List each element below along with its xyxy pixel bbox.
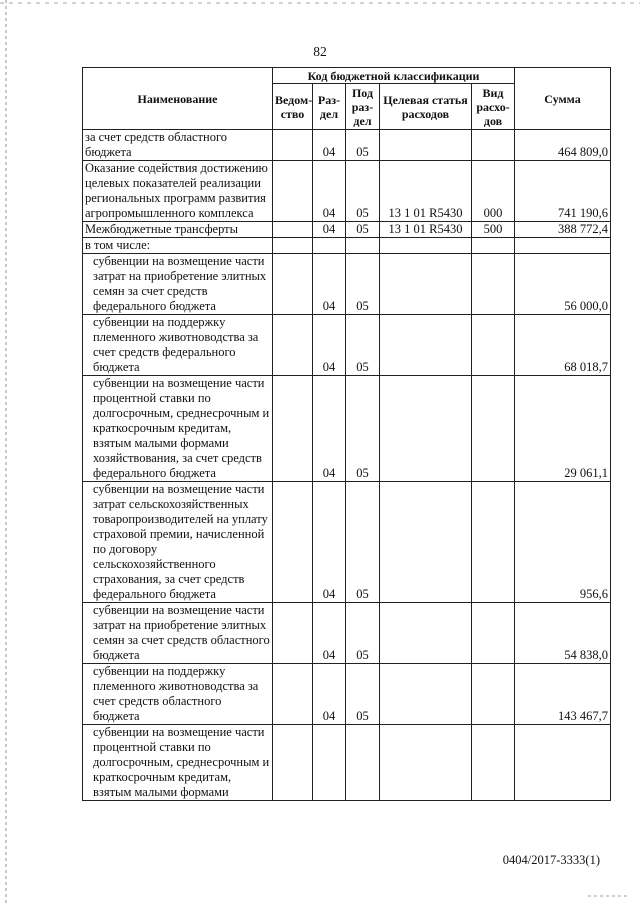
cell-sum bbox=[515, 238, 611, 254]
cell-vedomstvo bbox=[273, 664, 313, 725]
cell-vedomstvo bbox=[273, 315, 313, 376]
column-header-razdel: Раз-дел bbox=[313, 84, 346, 130]
cell-name: субвенции на возмещение части процентной ставки по долгосрочным, среднесрочным и краткосрочным кредитам, взятым малыми формами bbox=[83, 725, 273, 801]
cell-name: Оказание содействия достижению целевых показателей реализации региональных программ развития агропромышленного комплекса bbox=[83, 161, 273, 222]
cell-vedomstvo bbox=[273, 161, 313, 222]
cell-vedomstvo bbox=[273, 603, 313, 664]
cell-target bbox=[380, 130, 472, 161]
column-header-sum: Сумма bbox=[515, 68, 611, 130]
cell-razdel: 04 bbox=[313, 315, 346, 376]
cell-sum: 388 772,4 bbox=[515, 222, 611, 238]
cell-vid bbox=[472, 238, 515, 254]
cell-razdel bbox=[313, 725, 346, 801]
cell-vid: 500 bbox=[472, 222, 515, 238]
cell-vedomstvo bbox=[273, 130, 313, 161]
header-row-group bbox=[83, 68, 611, 84]
scan-edge-top bbox=[0, 2, 640, 4]
cell-razdel: 04 bbox=[313, 222, 346, 238]
cell-target bbox=[380, 315, 472, 376]
table-row bbox=[83, 315, 611, 376]
cell-podrazdel: 05 bbox=[346, 376, 380, 482]
cell-sum: 464 809,0 bbox=[515, 130, 611, 161]
cell-target: 13 1 01 R5430 bbox=[380, 222, 472, 238]
cell-podrazdel: 05 bbox=[346, 603, 380, 664]
column-header-vid: Вид расхо-дов bbox=[472, 84, 515, 130]
table-row bbox=[83, 725, 611, 801]
cell-vedomstvo bbox=[273, 376, 313, 482]
cell-razdel: 04 bbox=[313, 254, 346, 315]
table-row bbox=[83, 482, 611, 603]
cell-razdel: 04 bbox=[313, 161, 346, 222]
cell-name: субвенции на поддержку племенного животноводства за счет средств областного бюджета bbox=[83, 664, 273, 725]
cell-vid bbox=[472, 603, 515, 664]
cell-vedomstvo bbox=[273, 254, 313, 315]
document-code: 0404/2017-3333(1) bbox=[502, 853, 600, 867]
cell-razdel: 04 bbox=[313, 376, 346, 482]
cell-vid bbox=[472, 725, 515, 801]
cell-sum: 143 467,7 bbox=[515, 664, 611, 725]
table-row bbox=[83, 222, 611, 238]
cell-target bbox=[380, 254, 472, 315]
cell-podrazdel: 05 bbox=[346, 315, 380, 376]
scan-edge-left bbox=[5, 0, 7, 905]
cell-vedomstvo bbox=[273, 725, 313, 801]
cell-sum: 56 000,0 bbox=[515, 254, 611, 315]
page-number: 82 bbox=[313, 44, 327, 59]
column-header-name: Наименование bbox=[83, 68, 273, 130]
column-header-classification: Код бюджетной классификации bbox=[273, 68, 515, 84]
cell-vid bbox=[472, 376, 515, 482]
table-row bbox=[83, 254, 611, 315]
cell-target bbox=[380, 376, 472, 482]
cell-vid: 000 bbox=[472, 161, 515, 222]
cell-sum: 741 190,6 bbox=[515, 161, 611, 222]
cell-podrazdel: 05 bbox=[346, 482, 380, 603]
table-row bbox=[83, 161, 611, 222]
cell-sum: 29 061,1 bbox=[515, 376, 611, 482]
table-row bbox=[83, 238, 611, 254]
table-row bbox=[83, 376, 611, 482]
cell-vedomstvo bbox=[273, 222, 313, 238]
cell-sum: 956,6 bbox=[515, 482, 611, 603]
cell-sum bbox=[515, 725, 611, 801]
cell-name: субвенции на поддержку племенного животноводства за счет средств федерального бюджета bbox=[83, 315, 273, 376]
cell-sum: 54 838,0 bbox=[515, 603, 611, 664]
cell-podrazdel: 05 bbox=[346, 161, 380, 222]
cell-vid bbox=[472, 130, 515, 161]
cell-razdel bbox=[313, 238, 346, 254]
table-row bbox=[83, 664, 611, 725]
column-header-vedomstvo: Ведом-ство bbox=[273, 84, 313, 130]
cell-razdel: 04 bbox=[313, 130, 346, 161]
column-header-target: Целевая статья расходов bbox=[380, 84, 472, 130]
cell-razdel: 04 bbox=[313, 664, 346, 725]
cell-podrazdel bbox=[346, 238, 380, 254]
cell-target bbox=[380, 603, 472, 664]
cell-name: Межбюджетные трансферты bbox=[83, 222, 273, 238]
cell-razdel: 04 bbox=[313, 603, 346, 664]
cell-sum: 68 018,7 bbox=[515, 315, 611, 376]
cell-name: субвенции на возмещение части затрат сельскохозяйственных товаропроизводителей на уплату страховой премии, начисленной по договору сельскохозяйственного страхования, за счет средств федерального бюджета bbox=[83, 482, 273, 603]
cell-name: за счет средств областного бюджета bbox=[83, 130, 273, 161]
cell-name: субвенции на возмещение части затрат на приобретение элитных семян за счет средств областного бюджета bbox=[83, 603, 273, 664]
cell-podrazdel bbox=[346, 725, 380, 801]
cell-vid bbox=[472, 254, 515, 315]
cell-target bbox=[380, 482, 472, 603]
table-row bbox=[83, 603, 611, 664]
budget-table bbox=[82, 67, 611, 801]
cell-vid bbox=[472, 315, 515, 376]
cell-podrazdel: 05 bbox=[346, 254, 380, 315]
cell-podrazdel: 05 bbox=[346, 664, 380, 725]
cell-target: 13 1 01 R5430 bbox=[380, 161, 472, 222]
cell-target bbox=[380, 238, 472, 254]
cell-razdel: 04 bbox=[313, 482, 346, 603]
cell-podrazdel: 05 bbox=[346, 222, 380, 238]
cell-vedomstvo bbox=[273, 238, 313, 254]
cell-name: субвенции на возмещение части процентной ставки по долгосрочным, среднесрочным и краткосрочным кредитам, взятым малыми формами хозяйствования, за счет средств федерального бюджета bbox=[83, 376, 273, 482]
cell-target bbox=[380, 725, 472, 801]
cell-target bbox=[380, 664, 472, 725]
cell-vid bbox=[472, 482, 515, 603]
cell-vid bbox=[472, 664, 515, 725]
cell-vedomstvo bbox=[273, 482, 313, 603]
table-row bbox=[83, 130, 611, 161]
scan-mark bbox=[588, 895, 628, 897]
cell-name: субвенции на возмещение части затрат на приобретение элитных семян за счет средств федерального бюджета bbox=[83, 254, 273, 315]
cell-podrazdel: 05 bbox=[346, 130, 380, 161]
cell-name: в том числе: bbox=[83, 238, 273, 254]
column-header-podrazdel: Под раз-дел bbox=[346, 84, 380, 130]
